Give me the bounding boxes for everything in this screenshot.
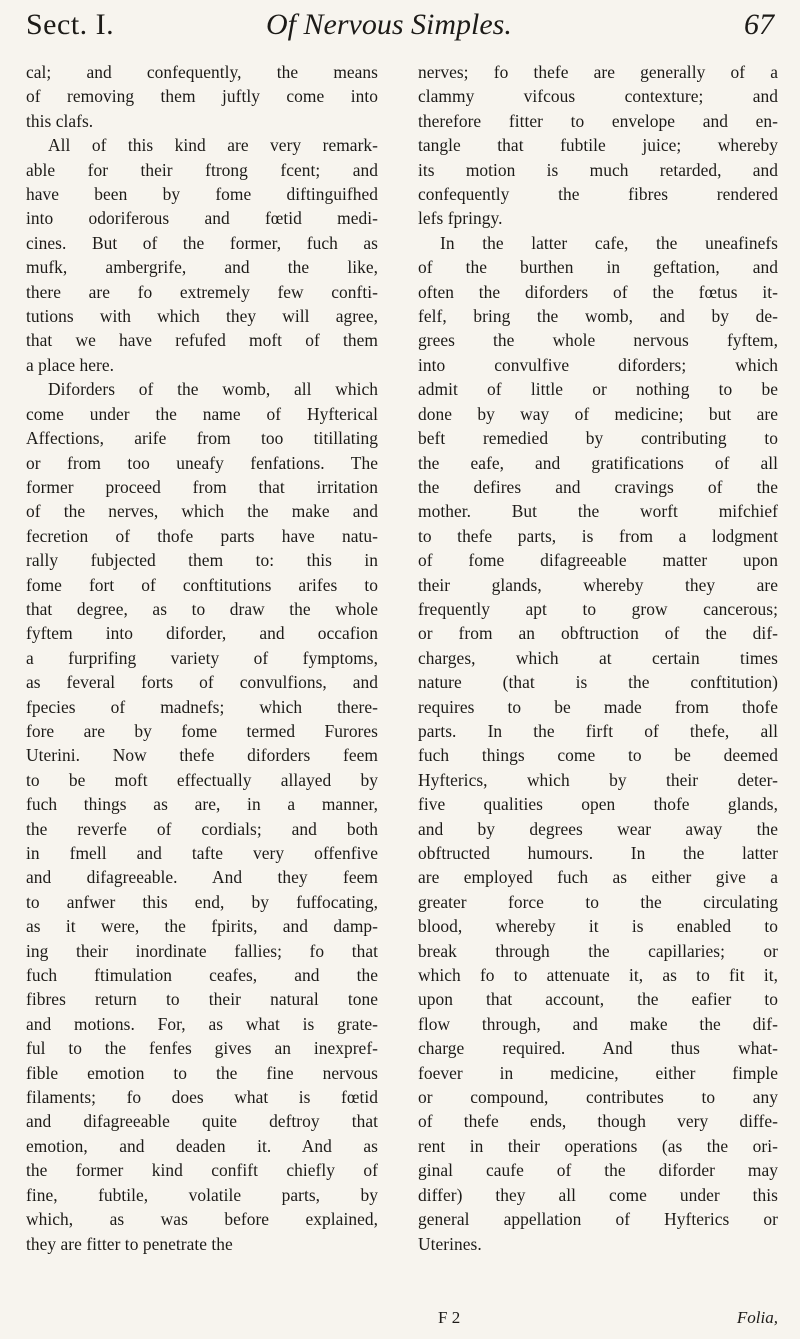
- text-line: ginal caufe of the diforder may: [418, 1160, 778, 1181]
- text-line: Uterini. Now thefe diforders feem: [26, 745, 378, 766]
- text-line: former proceed from that irritation: [26, 476, 378, 497]
- text-line: greater force to the circulating: [418, 891, 778, 912]
- text-line: or compound, contributes to any: [418, 1087, 778, 1108]
- text-line: that degree, as to draw the whole: [26, 598, 378, 619]
- text-line: All of this kind are very remark-: [48, 135, 378, 156]
- text-line: admit of little or nothing to be: [418, 379, 778, 400]
- text-line: ing their inordinate fallies; fo that: [26, 940, 378, 961]
- text-line: of the nerves, which the make and: [26, 501, 378, 522]
- text-line: which fo to attenuate it, as to fit it,: [418, 965, 778, 986]
- text-line: obftructed humours. In the latter: [418, 843, 778, 863]
- text-line: requires to be made from thofe: [418, 696, 778, 717]
- text-line: into convulfive diforders; which: [418, 354, 778, 375]
- text-line: to be moft effectually allayed by: [26, 769, 378, 790]
- text-line: upon that account, the eafier to: [418, 989, 778, 1010]
- text-line: able for their ftrong fcent; and: [26, 159, 378, 180]
- text-line: in fmell and tafte very offenfive: [26, 843, 378, 863]
- running-title: Of Nervous Simples.: [266, 8, 512, 41]
- text-line: filaments; fo does what is fœtid: [26, 1087, 378, 1108]
- text-line: mufk, ambergrife, and the like,: [26, 257, 378, 278]
- text-line: Diforders of the womb, all which: [48, 379, 378, 400]
- signature-mark: F 2: [438, 1308, 461, 1327]
- text-line: fyftem into diforder, and occafion: [26, 623, 378, 644]
- text-line: fuch things as are, in a manner,: [26, 794, 378, 815]
- text-line: Hyfterics, which by their deter-: [418, 769, 778, 790]
- text-line: nerves; fo thefe are generally of a: [418, 62, 778, 82]
- text-line: clammy vifcous contexture; and: [418, 86, 778, 107]
- text-line: fuch ftimulation ceafes, and the: [26, 965, 378, 986]
- text-line: grees the whole nervous fyftem,: [418, 330, 778, 351]
- text-line: blood, whereby it is enabled to: [418, 916, 778, 937]
- text-line: fibres return to their natural tone: [26, 989, 378, 1010]
- text-line: or from too uneafy fenfations. The: [26, 452, 378, 473]
- text-line: beft remedied by contributing to: [418, 428, 778, 449]
- text-line: their glands, whereby they are: [418, 574, 778, 595]
- text-line: which, as was before explained,: [26, 1209, 378, 1230]
- text-line: parts. In the firft of thefe, all: [418, 720, 778, 741]
- text-line: and by degrees wear away the: [418, 818, 778, 839]
- text-line: therefore fitter to envelope and en-: [418, 110, 778, 131]
- text-line: break through the capillaries; or: [418, 940, 778, 961]
- text-line: Uterines.: [418, 1233, 482, 1254]
- text-line: to thefe parts, is from a lodgment: [418, 525, 778, 546]
- text-line: fecretion of thofe parts have natu-: [26, 525, 378, 546]
- text-line: tangle that fubtile juice; whereby: [418, 135, 778, 156]
- text-line: fpecies of madnefs; which there-: [26, 696, 378, 717]
- text-line: nature (that is the conftitution): [418, 672, 778, 693]
- text-line: have been by fome diftinguifhed: [26, 184, 378, 205]
- text-line: of thefe ends, though very diffe-: [418, 1111, 778, 1132]
- text-line: mother. But the worft mifchief: [418, 501, 778, 522]
- text-line: general appellation of Hyfterics or: [418, 1209, 778, 1230]
- text-line: In the latter cafe, the uneafinefs: [440, 232, 778, 253]
- text-line: fome fort of conftitutions arifes to: [26, 574, 378, 595]
- text-line: fore are by fome termed Furores: [26, 720, 378, 741]
- text-line: charge required. And thus what-: [418, 1038, 778, 1059]
- text-line: as feveral forts of convulfions, and: [26, 672, 378, 693]
- text-line: the former kind confift chiefly of: [26, 1160, 378, 1181]
- text-line: its motion is much retarded, and: [418, 159, 778, 180]
- text-line: foever in medicine, either fimple: [418, 1062, 778, 1083]
- text-line: tutions with which they will agree,: [26, 306, 378, 327]
- section-label: Sect. I.: [26, 8, 115, 41]
- text-line: and difagreeable. And they feem: [26, 867, 378, 888]
- text-line: a furprifing variety of fymptoms,: [26, 647, 378, 668]
- text-line: five qualities open thofe glands,: [418, 794, 778, 815]
- page-number: 67: [744, 8, 774, 41]
- text-line: confequently the fibres rendered: [418, 184, 778, 205]
- text-line: felf, bring the womb, and by de-: [418, 306, 778, 327]
- text-line: emotion, and deaden it. And as: [26, 1135, 378, 1156]
- text-line: that we have refufed moft of them: [26, 330, 378, 351]
- right-text-column: [418, 60, 778, 1256]
- text-line: to anfwer this end, by fuffocating,: [26, 891, 378, 912]
- text-line: frequently apt to grow cancerous;: [418, 598, 778, 619]
- text-line: and motions. For, as what is grate-: [26, 1013, 378, 1034]
- text-line: of fome difagreeable matter upon: [418, 550, 778, 571]
- text-line: fible emotion to the fine nervous: [26, 1062, 378, 1083]
- text-line: are employed fuch as either give a: [418, 867, 778, 888]
- text-line: Affections, arife from too titillating: [26, 428, 378, 449]
- text-line: ful to the fenfes gives an inexpref-: [26, 1038, 378, 1059]
- catchword: Folia,: [736, 1308, 778, 1327]
- text-line: of the burthen in geftation, and: [418, 257, 778, 278]
- text-line: or from an obftruction of the dif-: [418, 623, 778, 644]
- text-line: the defires and cravings of the: [418, 476, 778, 497]
- text-line: into odoriferous and fœtid medi-: [26, 208, 378, 229]
- text-line: often the diforders of the fœtus it-: [418, 281, 778, 302]
- text-line: there are fo extremely few confti-: [26, 281, 378, 302]
- text-line: the eafe, and gratifications of all: [418, 452, 778, 473]
- text-line: flow through, and make the dif-: [418, 1013, 778, 1034]
- text-line: the reverfe of cordials; and both: [26, 818, 378, 839]
- text-line: they are fitter to penetrate the: [26, 1233, 233, 1254]
- text-line: fuch things come to be deemed: [418, 745, 778, 766]
- text-line: rent in their operations (as the ori-: [418, 1135, 778, 1156]
- text-line: lefs fpringy.: [418, 208, 503, 229]
- text-line: and difagreeable quite deftroy that: [26, 1111, 378, 1132]
- text-line: as it were, the fpirits, and damp-: [26, 916, 378, 937]
- text-line: fine, fubtile, volatile parts, by: [26, 1184, 378, 1205]
- text-line: a place here.: [26, 354, 115, 375]
- page-footer: [418, 1308, 778, 1334]
- text-line: of removing them juftly come into: [26, 86, 378, 107]
- text-line: differ) they all come under this: [418, 1184, 778, 1205]
- left-text-column: [26, 60, 378, 1256]
- running-header: [26, 8, 778, 50]
- text-line: come under the name of Hyfterical: [26, 403, 378, 424]
- text-line: charges, which at certain times: [418, 647, 778, 668]
- text-line: done by way of medicine; but are: [418, 403, 778, 424]
- text-line: cal; and confequently, the means: [26, 62, 378, 82]
- text-line: cines. But of the former, fuch as: [26, 232, 378, 253]
- text-line: this clafs.: [26, 110, 94, 131]
- text-line: rally fubjected them to: this in: [26, 550, 378, 571]
